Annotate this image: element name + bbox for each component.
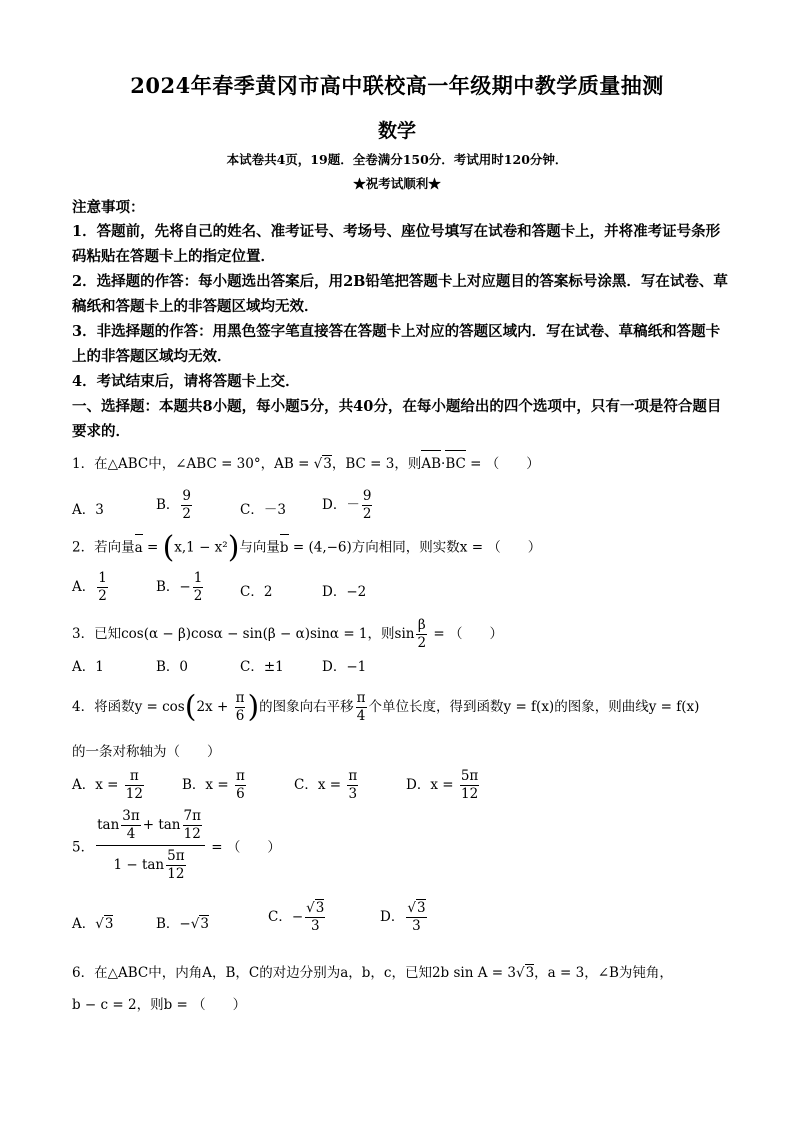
q5-option-c: C．− $\frac{√3}{3}$	[268, 900, 325, 934]
q3-option-b: B．0	[156, 659, 189, 675]
note-item-4: 4．考试结束后，请将答题卡上交．	[72, 373, 300, 390]
q1-option-b: B． $\frac{9}{2}$	[156, 488, 192, 522]
q5-option-b: B．−√3	[156, 916, 209, 932]
q2-option-d: D．−2	[322, 584, 367, 600]
exam-wish: ★祝考试顺利★	[353, 176, 441, 191]
exam-title: 2024年春季黄冈市高中联校高一年级期中教学质量抽测	[130, 73, 664, 98]
notes-heading: 注意事项：	[72, 199, 145, 216]
vector-a: a	[135, 537, 143, 559]
question-2: 2．若向量a = (x,1 − x²)与向量b = (4,−6)方向相同，则实数x = （ ）	[72, 530, 542, 565]
q5-option-d: D． $\frac{√3}{3}$	[380, 900, 426, 934]
question-1-options	[72, 488, 732, 528]
q2-option-a: A． $\frac{1}{2}$	[72, 570, 107, 604]
q4-option-b: B．x = $\frac{\pi}{6}$	[182, 768, 245, 802]
q1-option-c: C．－3	[240, 502, 286, 518]
q3-option-c: C．±1	[240, 659, 284, 675]
question-5-options	[72, 900, 732, 944]
question-3: 3．已知cos(α − β)cosα − sin(β − α)sinα = 1，则sin $\frac{\beta}{2}$ = （ ）	[72, 617, 503, 651]
question-2-options	[72, 570, 732, 610]
q4-option-c: C．x = $\frac{\pi}{3}$	[294, 768, 358, 802]
q4-option-d: D．x = $\frac{5\pi}{12}$	[406, 768, 479, 802]
question-3-options	[72, 655, 732, 677]
vector-ab: AB	[421, 453, 441, 475]
question-4: 4．将函数y = cos(2x + $\frac{\pi}{6}$ )的图象向右平移 $\frac{\pi}{4}$ 个单位长度，得到函数y = f(x)的图象，则曲线y = f(x)	[72, 689, 700, 725]
vector-b: b	[280, 537, 289, 559]
question-4-line-2: 的一条对称轴为（ ）	[72, 744, 221, 760]
q5-option-a: A．√3	[72, 916, 114, 932]
note-item-2: 2．选择题的作答：每小题选出答案后，用2B铅笔把答题卡上对应题目的答案标号涂黑．写在试卷、草稿纸和答题卡上的非答题区域均无效．	[72, 273, 728, 315]
note-item-1: 1．答题前，先将自己的姓名、准考证号、考场号、座位号填写在试卷和答题卡上，并将准考证号条形码粘贴在答题卡上的指定位置．	[72, 223, 721, 265]
exam-info: 本试卷共4页，19题．全卷满分150分．考试用时120分钟．	[226, 152, 568, 167]
section-1-heading: 一、选择题：本题共8小题，每小题5分，共40分，在每小题给出的四个选项中，只有一项是符合题目要求的．	[72, 398, 722, 440]
q3-option-a: A．1	[72, 659, 104, 675]
q4-option-a: A．x = $\frac{\pi}{12}$	[72, 768, 143, 802]
q3-option-d: D．−1	[322, 659, 367, 675]
q5-fraction: tan $\frac{3\pi}{4}$ + tan $\frac{7\pi}{12}$ 1 − tan $\frac{5\pi}{12}$	[96, 808, 205, 883]
question-1: 1．在△ABC中，∠ABC = 30°，AB = √3，BC = 3，则AB·BC = （ ）	[72, 453, 732, 475]
question-4-options	[72, 768, 732, 808]
question-6-line-2: b − c = 2，则b = （ ）	[72, 997, 247, 1013]
vector-bc: BC	[445, 453, 466, 475]
sqrt-symbol: √3	[313, 456, 332, 472]
q1-option-d: D．－ $\frac{9}{2}$	[322, 488, 372, 522]
question-5: 5． tan $\frac{3\pi}{4}$ + tan $\frac{7\pi}{12}$ 1 − tan $\frac{5\pi}{12}$ = （ ）	[72, 808, 281, 882]
exam-subject: 数学	[377, 120, 416, 142]
q2-option-c: C．2	[240, 584, 273, 600]
q2-option-b: B．− $\frac{1}{2}$	[156, 570, 203, 604]
q1-option-a: A．3	[72, 502, 104, 518]
question-6: 6．在△ABC中，内角A，B，C的对边分别为a，b，c，已知2b sin A = 3√3，a = 3，∠B为钝角，	[72, 965, 673, 981]
note-item-3: 3．非选择题的作答：用黑色签字笔直接答在答题卡上对应的答题区域内．写在试卷、草稿纸和答题卡上的非答题区域均无效．	[72, 323, 721, 365]
